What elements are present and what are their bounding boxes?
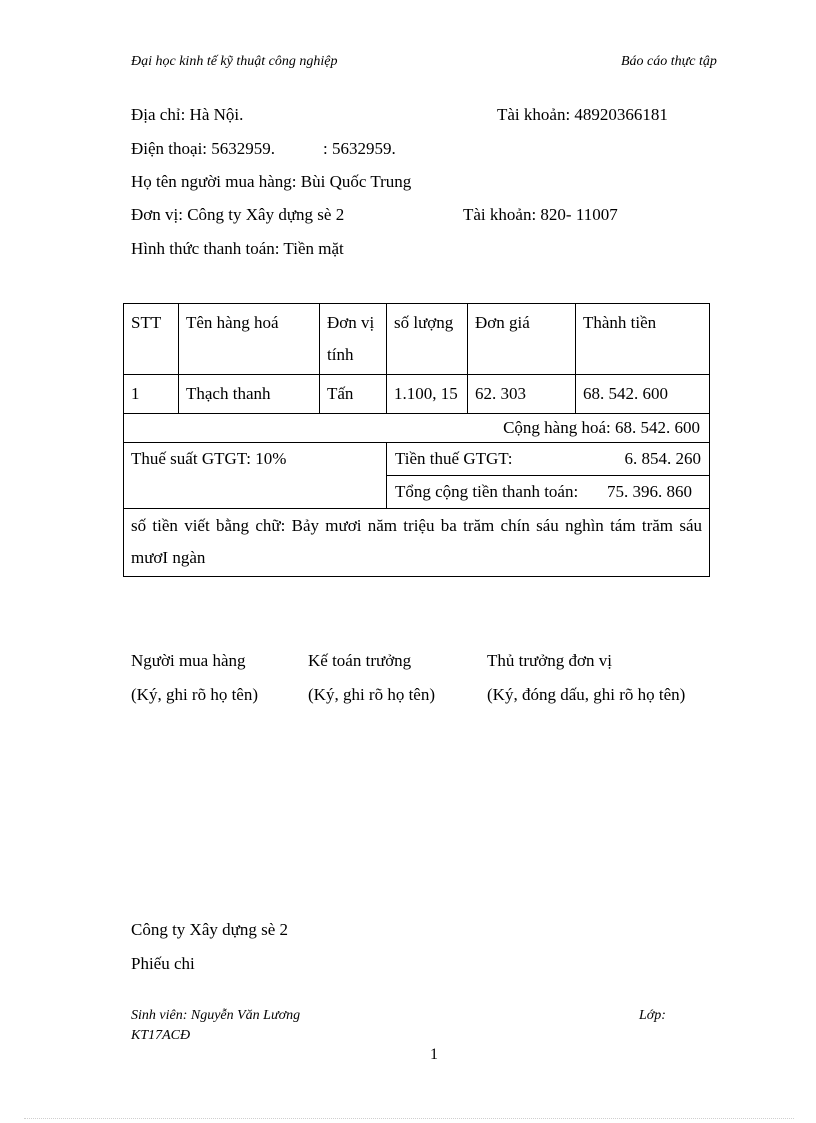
signature-note-accountant: (Ký, ghi rõ họ tên): [308, 685, 436, 704]
signature-title-director: Thủ trưởng đơn vị: [487, 651, 612, 670]
col-header-qty: số lượng: [387, 304, 468, 375]
vat-value: 6. 854. 260: [624, 449, 701, 468]
col-header-item: Tên hàng hoá: [179, 304, 320, 375]
document-type: Phiếu chi: [131, 954, 195, 973]
total-label: Tổng cộng tiền thanh toán:: [395, 482, 579, 501]
vat-amount-cell: [387, 443, 710, 476]
page-edge-divider: [24, 1118, 794, 1119]
vat-label: Tiền thuế GTGT:: [395, 449, 513, 468]
invoice-table: [123, 303, 710, 577]
total-cell: [387, 476, 710, 509]
page-number: 1: [430, 1046, 438, 1063]
signature-title-buyer: Người mua hàng: [131, 651, 246, 670]
cell-item: Thạch thanh: [179, 375, 320, 414]
signature-title-accountant: Kế toán trưởng: [308, 651, 412, 670]
footer-class-label: Lớp:: [639, 1008, 666, 1023]
header-right: Báo cáo thực tập: [621, 54, 717, 69]
header-left: Đại học kinh tế kỹ thuật công nghiệp: [131, 54, 338, 69]
cell-unit: Tấn: [320, 375, 387, 414]
cell-price: 62. 303: [468, 375, 576, 414]
cell-amount: 68. 542. 600: [576, 375, 710, 414]
in-words-row: [124, 509, 710, 577]
payment-line: Hình thức thanh toán: Tiền mặt: [131, 239, 344, 258]
col-header-price: Đơn giá: [468, 304, 576, 375]
signature-note-director: (Ký, đóng dấu, ghi rõ họ tên): [487, 685, 686, 704]
col-header-stt: STT: [124, 304, 179, 375]
phone-line: Điện thoại: 5632959.: [131, 139, 276, 158]
signature-note-buyer: (Ký, ghi rõ họ tên): [131, 685, 259, 704]
company-name: Công ty Xây dựng sè 2: [131, 920, 289, 939]
subtotal-cell: Cộng hàng hoá: 68. 542. 600: [124, 414, 710, 443]
table-row: [124, 375, 710, 414]
footer-student: Sinh viên: Nguyễn Văn Lương: [131, 1008, 301, 1023]
vat-row: [124, 443, 710, 476]
buyer-line: Họ tên người mua hàng: Bùi Quốc Trung: [131, 172, 412, 191]
cell-qty: 1.100, 15: [387, 375, 468, 414]
col-header-unit: Đơn vị tính: [320, 304, 387, 375]
vat-rate-cell: Thuế suất GTGT: 10%: [124, 443, 387, 509]
cell-stt: 1: [124, 375, 179, 414]
account-line-1: Tài khoản: 48920366181: [497, 105, 668, 124]
unit-line: Đơn vị: Công ty Xây dựng sè 2: [131, 205, 345, 224]
table-header-row: [124, 304, 710, 375]
total-value: 75. 396. 860: [607, 482, 692, 501]
address-line: Địa chỉ: Hà Nội.: [131, 105, 244, 124]
footer-class-code: KT17ACĐ: [131, 1028, 191, 1043]
fax-line: : 5632959.: [323, 139, 396, 158]
subtotal-row: [124, 414, 710, 443]
account-line-2: Tài khoản: 820- 11007: [463, 205, 618, 224]
in-words-cell: số tiền viết bằng chữ: Bảy mươi năm triệu ba trăm chín sáu nghìn tám trăm sáu mươI ngàn: [124, 509, 710, 577]
col-header-amount: Thành tiền: [576, 304, 710, 375]
